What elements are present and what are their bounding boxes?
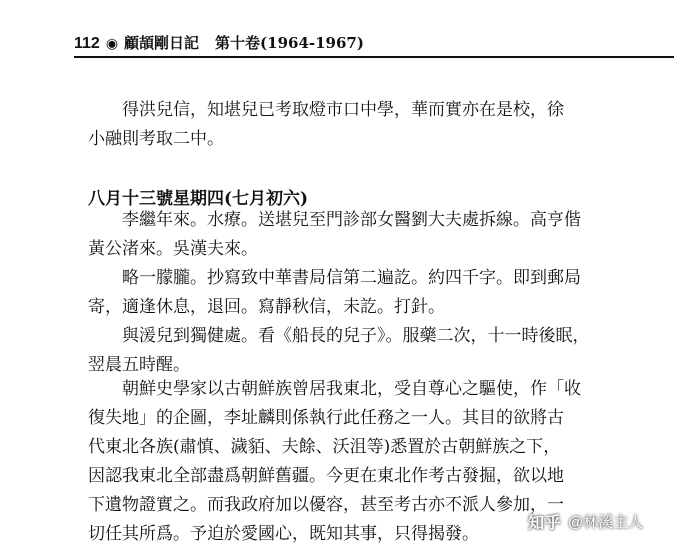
- text-line: 黃公渚來。吳漢夫來。: [88, 239, 258, 259]
- text-line: 得洪兒信，知堪兒已考取燈市口中學，華而實亦在是校，徐: [122, 100, 564, 120]
- text-line: 代東北各族(肅慎、濊貊、夫餘、沃沮等)悉置於古朝鮮族之下，: [88, 437, 561, 457]
- text-line: 復失地」的企圖，李址麟則係執行此任務之一人。其目的欲將古: [88, 408, 564, 428]
- header-bullet-icon: ◉: [105, 36, 119, 52]
- paragraph-visitors: [88, 206, 648, 264]
- text-line: 翌晨五時醒。: [88, 355, 190, 375]
- running-header: [74, 32, 674, 53]
- entry-date-heading: 八月十三號星期四(七月初六): [88, 189, 309, 209]
- text-line: 寄，適逢休息，退回。寫靜秋信，未訖。打針。: [88, 297, 445, 317]
- text-line: 與湲兒到獨健處。看《船長的兒子》。服藥二次，十一時後眠，: [122, 326, 590, 346]
- book-title: 顧頡剛日記: [124, 34, 200, 52]
- text-line: 因認我東北全部盡爲朝鮮舊疆。今更在東北作考古發掘，欲以地: [88, 466, 564, 486]
- header-rule: [74, 56, 674, 58]
- text-line: 切任其所爲。予迫於愛國心，既知其事，只得揭發。: [88, 524, 479, 544]
- paragraph-letter-writing: [88, 264, 648, 322]
- text-line: 下遺物證實之。而我政府加以優容，甚至考古亦不派人參加，一: [88, 495, 564, 515]
- volume-label: 第十卷(1964-1967): [215, 34, 364, 52]
- text-line: 小融則考取二中。: [88, 129, 224, 149]
- text-line: 略一朦朧。抄寫致中華書局信第二遍訖。約四千字。即到郵局: [122, 268, 581, 288]
- paragraph-letter-news: [88, 96, 648, 154]
- zhihu-logo-icon: 知乎: [528, 515, 563, 532]
- zhihu-watermark: [528, 510, 643, 533]
- text-line: 朝鮮史學家以古朝鮮族曾居我東北，受自尊心之驅使，作「收: [122, 379, 581, 399]
- paragraph-evening: [88, 322, 648, 380]
- text-line: 李繼年來。水療。送堪兒至門診部女醫劉大夫處拆線。高亨偕: [122, 210, 581, 230]
- page-number: 112: [74, 35, 100, 52]
- watermark-handle: @林溪主人: [568, 514, 644, 531]
